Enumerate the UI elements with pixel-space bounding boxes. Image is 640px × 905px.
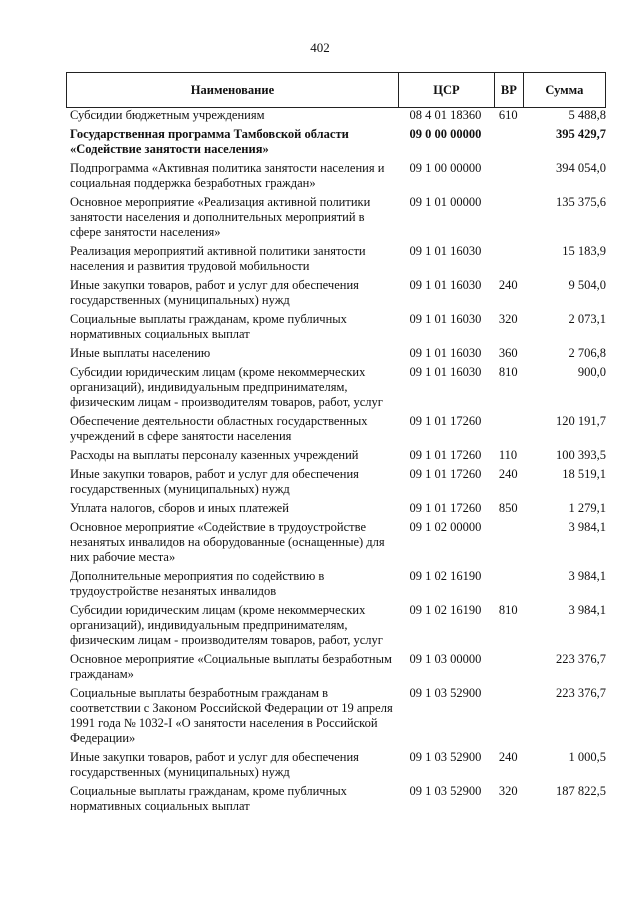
row-name: Основное мероприятие «Содействие в трудоустройстве незанятых инвалидов на оборудованные (оснащенные) для них рабочие места» <box>70 520 385 564</box>
row-vr <box>497 161 527 191</box>
row-vr: 240 <box>498 278 518 292</box>
row-csr: 09 1 01 17260 <box>409 414 482 428</box>
row-vr: 320 <box>498 312 518 326</box>
row-name: Социальные выплаты гражданам, кроме публичных нормативных социальных выплат <box>70 312 347 341</box>
row-csr: 09 1 01 16030 <box>409 365 482 379</box>
table-row <box>66 784 606 814</box>
table-row <box>66 652 606 682</box>
row-csr: 09 1 01 16030 <box>409 346 482 360</box>
table-row <box>66 161 606 191</box>
row-name: Основное мероприятие «Реализация активной политики занятости населения и дополнительных мероприятий в сфере занятости населения» <box>70 195 371 239</box>
row-vr: 110 <box>498 448 518 462</box>
row-vr <box>497 127 527 157</box>
row-vr <box>497 652 527 682</box>
row-csr: 09 1 03 00000 <box>409 652 482 666</box>
row-csr: 09 1 02 16190 <box>409 569 482 583</box>
row-sum: 900,0 <box>577 365 606 379</box>
row-name: Дополнительные мероприятия по содействию в трудоустройстве незанятых инвалидов <box>70 569 325 598</box>
header-name: Наименование <box>190 82 275 97</box>
row-csr: 09 1 00 00000 <box>409 161 482 175</box>
row-vr: 320 <box>498 784 518 798</box>
row-csr: 09 1 01 17260 <box>409 501 482 515</box>
row-csr: 09 1 01 00000 <box>409 195 482 209</box>
row-name: Уплата налогов, сборов и иных платежей <box>70 501 289 515</box>
row-sum: 1 000,5 <box>568 750 606 764</box>
table-row <box>66 346 606 361</box>
row-sum: 3 984,1 <box>568 520 606 534</box>
table-row <box>66 501 606 516</box>
table-row <box>66 195 606 240</box>
table-row <box>66 312 606 342</box>
table-header <box>66 72 606 108</box>
row-vr: 240 <box>498 467 518 481</box>
row-sum: 223 376,7 <box>555 652 606 666</box>
table-row <box>66 520 606 565</box>
row-csr: 09 0 00 00000 <box>409 127 482 141</box>
row-sum: 135 375,6 <box>555 195 606 209</box>
table-row <box>66 569 606 599</box>
row-name: Государственная программа Тамбовской области «Содействие занятости населения» <box>70 127 349 156</box>
row-vr: 850 <box>498 501 518 515</box>
table-row <box>66 467 606 497</box>
row-sum: 18 519,1 <box>562 467 606 481</box>
table-row <box>66 448 606 463</box>
row-vr <box>497 686 527 746</box>
row-name: Иные выплаты населению <box>70 346 211 360</box>
row-vr: 810 <box>498 365 518 379</box>
row-sum: 1 279,1 <box>568 501 606 515</box>
table-row <box>66 127 606 157</box>
row-csr: 09 1 01 17260 <box>409 467 482 481</box>
row-name: Социальные выплаты гражданам, кроме публичных нормативных социальных выплат <box>70 784 347 813</box>
table-row <box>66 686 606 746</box>
row-vr: 610 <box>498 108 518 122</box>
table-row <box>66 244 606 274</box>
row-sum: 100 393,5 <box>555 448 606 462</box>
table-row <box>66 365 606 410</box>
row-sum: 2 073,1 <box>568 312 606 326</box>
row-csr: 09 1 01 16030 <box>409 244 482 258</box>
row-csr: 09 1 01 16030 <box>409 312 482 326</box>
row-name: Субсидии бюджетным учреждениям <box>70 108 265 122</box>
table-row <box>66 414 606 444</box>
row-vr <box>497 195 527 240</box>
row-sum: 395 429,7 <box>555 127 606 141</box>
row-name: Субсидии юридическим лицам (кроме некоммерческих организаций), индивидуальным предпринимателям, физическим лицам - производителям товаров, работ, услуг <box>70 603 383 647</box>
row-csr: 09 1 03 52900 <box>409 784 482 798</box>
table-row <box>66 108 606 123</box>
table-row <box>66 603 606 648</box>
row-vr: 810 <box>498 603 518 617</box>
row-name: Иные закупки товаров, работ и услуг для обеспечения государственных (муниципальных) нужд <box>70 750 359 779</box>
row-name: Реализация мероприятий активной политики занятости населения и развития трудовой мобильности <box>70 244 366 273</box>
table-row <box>66 278 606 308</box>
page-number: 402 <box>310 40 330 55</box>
row-name: Подпрограмма «Активная политика занятости населения и социальная поддержка безработных граждан» <box>70 161 385 190</box>
row-sum: 187 822,5 <box>555 784 606 798</box>
row-name: Социальные выплаты безработным гражданам в соответствии с Законом Российской Федерации от 19 апреля 1991 года № 1032-I «О занятости населения в Российской Федерации» <box>70 686 393 745</box>
row-csr: 09 1 01 17260 <box>409 448 482 462</box>
row-csr: 08 4 01 18360 <box>409 108 482 122</box>
row-csr: 09 1 03 52900 <box>409 750 482 764</box>
row-sum: 3 984,1 <box>568 569 606 583</box>
row-sum: 120 191,7 <box>555 414 606 428</box>
row-sum: 15 183,9 <box>562 244 606 258</box>
row-name: Обеспечение деятельности областных государственных учреждений в сфере занятости населения <box>70 414 368 443</box>
row-name: Субсидии юридическим лицам (кроме некоммерческих организаций), индивидуальным предпринимателям, физическим лицам - производителям товаров, работ, услуг <box>70 365 383 409</box>
row-name: Расходы на выплаты персоналу казенных учреждений <box>70 448 359 462</box>
row-csr: 09 1 03 52900 <box>409 686 482 700</box>
row-vr <box>497 569 527 599</box>
table-row <box>66 750 606 780</box>
row-sum: 394 054,0 <box>555 161 606 175</box>
row-csr: 09 1 02 00000 <box>409 520 482 534</box>
header-sum: Сумма <box>523 73 605 107</box>
table-body <box>66 108 606 818</box>
row-name: Иные закупки товаров, работ и услуг для обеспечения государственных (муниципальных) нужд <box>70 467 359 496</box>
row-vr <box>497 414 527 444</box>
row-sum: 2 706,8 <box>568 346 606 360</box>
row-name: Основное мероприятие «Социальные выплаты безработным гражданам» <box>70 652 392 681</box>
row-csr: 09 1 02 16190 <box>409 603 482 617</box>
row-vr <box>497 244 527 274</box>
row-csr: 09 1 01 16030 <box>409 278 482 292</box>
row-sum: 9 504,0 <box>568 278 606 292</box>
row-sum: 3 984,1 <box>568 603 606 617</box>
row-sum: 5 488,8 <box>568 108 606 122</box>
header-csr: ЦСР <box>398 73 494 107</box>
row-sum: 223 376,7 <box>555 686 606 700</box>
row-vr <box>497 520 527 565</box>
header-vr: ВР <box>494 73 523 107</box>
row-vr: 360 <box>498 346 518 360</box>
row-name: Иные закупки товаров, работ и услуг для обеспечения государственных (муниципальных) нужд <box>70 278 359 307</box>
row-vr: 240 <box>498 750 518 764</box>
